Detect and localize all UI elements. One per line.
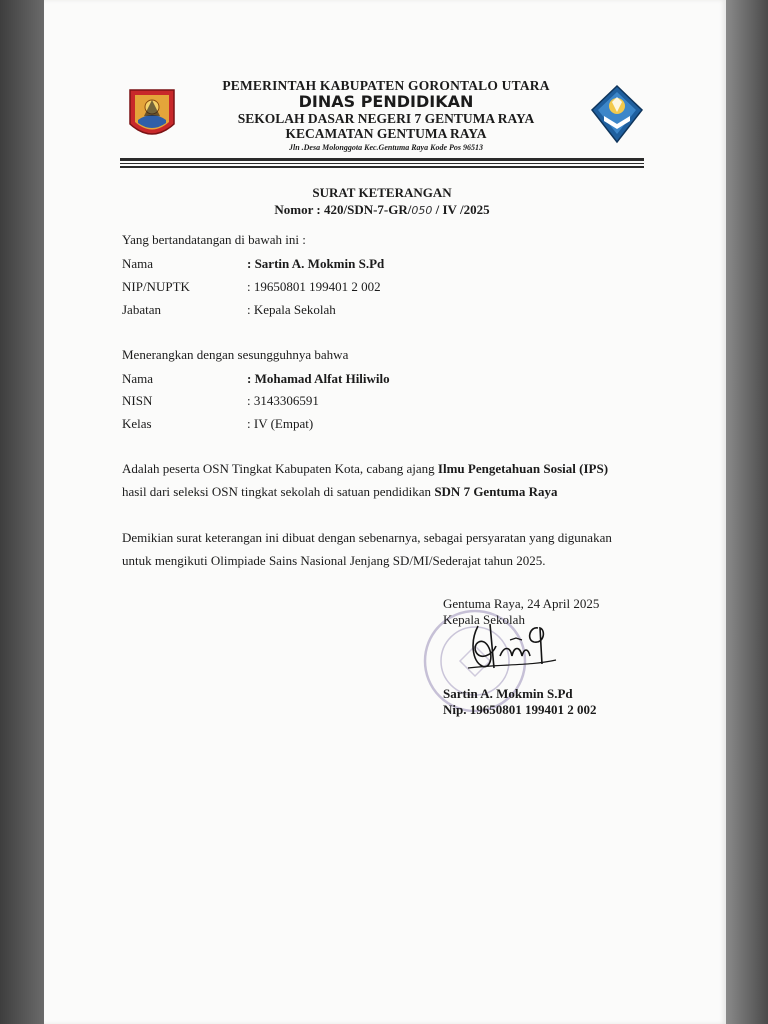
signer-name-label: Nama [122, 256, 154, 271]
document-number [120, 202, 644, 218]
number-handwritten: 050 [411, 204, 433, 217]
student-intro: Menerangkan dengan sesungguhnya bahwa [122, 347, 349, 362]
signer-name-value: : Sartin A. Mokmin S.Pd [247, 256, 385, 271]
scan-right-edge [726, 0, 768, 1024]
number-prefix: Nomor : 420/SDN-7-GR/ [274, 202, 412, 217]
signature-icon [460, 616, 570, 676]
student-nisn-label: NISN [122, 393, 153, 408]
letterhead-government: PEMERINTAH KABUPATEN GORONTALO UTARA [222, 78, 550, 93]
letterhead-department: DINAS PENDIDIKAN [298, 92, 474, 111]
closing-place-date: Gentuma Raya, 24 April 2025 [443, 596, 600, 611]
student-name-label: Nama [122, 371, 154, 386]
letterhead-rule-thick [120, 158, 644, 161]
number-suffix: / IV /2025 [432, 202, 490, 217]
scan-left-edge [0, 0, 44, 1024]
signer-position-value: : Kepala Sekolah [247, 302, 336, 317]
document-title: SURAT KETERANGAN [312, 185, 452, 200]
signer-nip-label: NIP/NUPTK [122, 279, 190, 294]
paragraph-1-line-2 [122, 484, 557, 500]
letterhead-rule-bottom [120, 166, 644, 168]
paragraph-1-text-2: hasil dari seleksi OSN tingkat sekolah di satuan pendidikan [122, 484, 435, 499]
paragraph-1-text: Adalah peserta OSN Tingkat Kabupaten Kota, cabang ajang [122, 461, 438, 476]
signer-position-label: Jabatan [122, 302, 161, 317]
letterhead-rule-thin [120, 163, 644, 164]
closing-position: Kepala Sekolah [443, 612, 525, 627]
letterhead-address: Jln .Desa Molonggota Kec.Gentuma Raya Kode Pos 96513 [288, 143, 483, 152]
student-class-value: : IV (Empat) [247, 416, 314, 431]
closing-signer-nip: Nip. 19650801 199401 2 002 [443, 702, 597, 717]
paragraph-2-line-1: Demikian surat keterangan ini dibuat dengan sebenarnya, sebagai persyaratan yang digunakan [122, 530, 612, 545]
letterhead-school: SEKOLAH DASAR NEGERI 7 GENTUMA RAYA [237, 111, 535, 126]
paragraph-1-line-1 [122, 461, 608, 477]
letter-page [44, 0, 726, 1024]
letterhead-district: KECAMATAN GENTUMA RAYA [285, 126, 487, 141]
student-nisn-value: : 3143306591 [247, 393, 319, 408]
paragraph-2-line-2: untuk mengikuti Olimpiade Sains Nasional Jenjang SD/MI/Sederajat tahun 2025. [122, 553, 546, 568]
signer-intro: Yang bertandatangan di bawah ini : [122, 232, 306, 247]
student-class-label: Kelas [122, 416, 152, 431]
tut-wuri-handayani-icon [590, 84, 644, 144]
school-name: SDN 7 Gentuma Raya [434, 484, 558, 499]
competition-subject: Ilmu Pengetahuan Sosial (IPS) [437, 461, 609, 476]
regency-emblem-icon [126, 86, 178, 144]
closing-signer-name: Sartin A. Mokmin S.Pd [443, 686, 573, 701]
signer-nip-value: : 19650801 199401 2 002 [247, 279, 381, 294]
student-name-value: : Mohamad Alfat Hiliwilo [247, 371, 390, 386]
